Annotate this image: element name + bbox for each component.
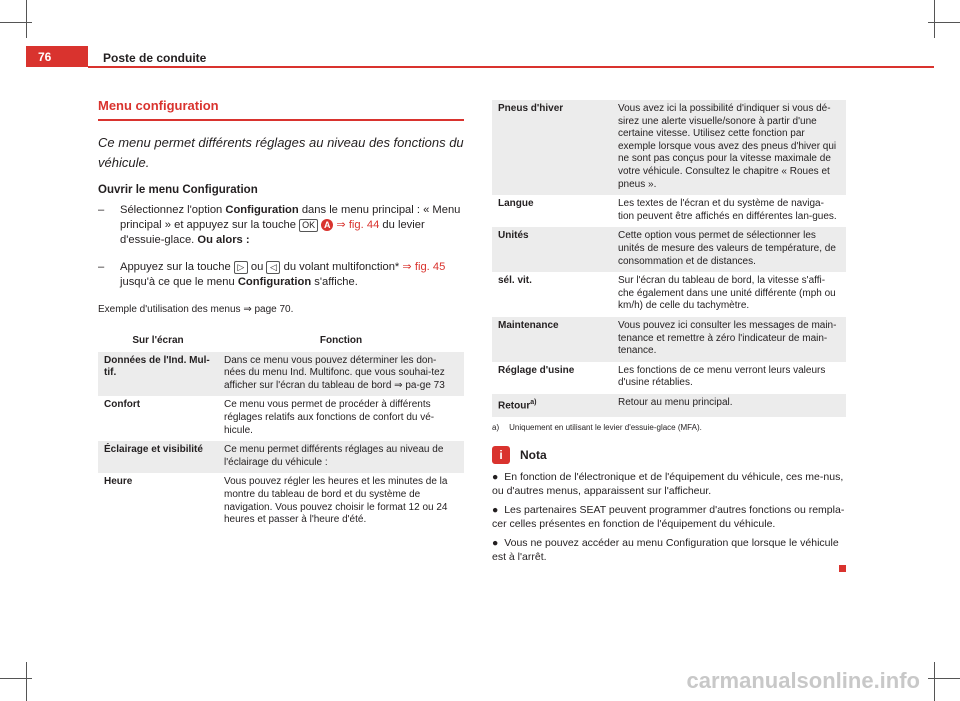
row-label-text: Retour — [498, 400, 531, 412]
page-number-tab — [26, 46, 88, 67]
row-text: Les textes de l'écran et du système de naviga-tion peuvent être affichés en différentes lan-gues. — [618, 198, 837, 222]
subsection-title: Ouvrir le menu Configuration — [98, 184, 258, 196]
row-label: Données de l'Ind. Mul-tif. — [98, 352, 218, 397]
section-rule — [98, 119, 464, 121]
table-row — [492, 100, 846, 195]
table-row — [492, 272, 846, 317]
ok-key-icon: OK — [299, 219, 318, 232]
page-number: 76 — [38, 50, 52, 64]
step-text: du volant multifonction* — [280, 261, 403, 273]
note-bullet — [492, 536, 846, 564]
section-end-icon — [839, 565, 846, 572]
row-label: Maintenance — [492, 317, 612, 362]
footnote-ref[interactable]: a) — [530, 398, 537, 406]
step-1 — [98, 203, 464, 248]
settings-table-left — [98, 331, 464, 531]
step-text: jusqu'à ce que le menu — [120, 276, 238, 288]
bullet-text: Vous ne pouvez accéder au menu Configuration que lorsque le véhicule est à l'arrêt. — [492, 536, 839, 563]
column-header: Sur l'écran — [132, 335, 184, 346]
right-arrow-key-icon: ▷ — [234, 261, 248, 274]
note-bullet — [492, 503, 846, 531]
row-text: Vous avez ici la possibilité d'indiquer si vous dé-sirez une alerte visuelle/sonore à partir d'une certaine vitesse. Utilisez cette fonction par exemple lorsque vous avez des pneus d'hiver qui ne sont pas conçus pour la vitesse maximale de votre véhicule. Consultez le chapitre « Roues et pneus ». — [612, 100, 846, 195]
step-text: Appuyez sur la touche — [120, 261, 234, 273]
crop-mark — [934, 662, 935, 701]
section-intro: Ce menu permet différents réglages au niveau des fonctions du véhicule. — [98, 135, 464, 170]
footnote-text: Uniquement en utilisant le levier d'essuie-glace (MFA). — [509, 422, 702, 432]
step-2 — [98, 260, 464, 290]
row-text: Ce menu permet différents réglages au niveau de l'éclairage du véhicule : — [218, 441, 464, 473]
row-label: Langue — [498, 198, 534, 210]
crop-mark — [0, 22, 32, 23]
table-row — [98, 441, 464, 473]
column-header: Fonction — [319, 335, 363, 346]
footnote — [492, 423, 846, 432]
table-row — [98, 352, 464, 397]
crop-mark — [26, 662, 27, 701]
header-rule — [88, 66, 934, 68]
settings-table-right — [492, 100, 846, 417]
step-text: dans le menu principal : « Menu principal » et appuyez sur la touche — [120, 204, 461, 231]
figure-link[interactable]: ⇒ fig. 45 — [402, 261, 446, 273]
row-text: Les fonctions de ce menu verront leurs valeurs d'usine rétablies. — [618, 364, 826, 389]
row-text: Dans ce menu vous pouvez déterminer les don-nées du menu Ind. Multifonc. que vous souhai-tez afficher sur l'écran du tableau de bord ⇒ pa-ge 73 — [218, 352, 464, 397]
example-reference: Exemple d'utilisation des menus ⇒ page 70. — [98, 304, 294, 315]
step-text: ou — [247, 261, 267, 273]
row-label: Confort — [104, 399, 141, 411]
info-icon: i — [492, 446, 510, 464]
crop-mark — [934, 0, 935, 38]
chapter-title: Poste de conduite — [103, 51, 207, 65]
note-header — [492, 446, 846, 464]
row-label: Réglage d'usine — [498, 364, 575, 376]
table-row — [492, 317, 846, 362]
table-row — [98, 473, 464, 530]
table-row — [98, 396, 464, 441]
row-label: Éclairage et visibilité — [98, 441, 218, 473]
row-text: Cette option vous permet de sélectionner les unités de mesure des valeurs de température, de consommation et de distances. — [612, 227, 846, 272]
bullet-text: En fonction de l'électronique et de l'équipement du véhicule, ces me-nus, ou d'autres menus, apparaissent sur l'afficheur. — [492, 470, 844, 497]
step-dash: – — [98, 204, 105, 216]
crop-mark — [928, 22, 960, 23]
bullet-icon: ● — [492, 536, 499, 549]
step-dash: – — [98, 261, 105, 273]
watermark: carmanualsonline.info — [686, 668, 920, 693]
bullet-icon: ● — [492, 503, 499, 516]
step-text: du levier d'essuie-glace. — [120, 219, 425, 246]
table-row — [492, 195, 846, 227]
step-emph: Configuration — [225, 204, 299, 216]
row-label: Heure — [104, 476, 133, 488]
row-label: Pneus d'hiver — [492, 100, 612, 195]
crop-mark — [26, 0, 27, 38]
step-text: s'affiche. — [311, 276, 358, 288]
section-title: Menu configuration — [98, 98, 219, 113]
bullet-icon: ● — [492, 470, 499, 483]
step-text: Sélectionnez l'option — [120, 204, 226, 216]
table-row — [492, 227, 846, 272]
table-row — [492, 394, 846, 417]
row-text: Vous pouvez régler les heures et les minutes de la montre du tableau de bord et du système de navigation. Vous pouvez choisir le format 12 ou 24 heures et passer à l'heure d'été. — [224, 476, 448, 526]
row-text: Retour au menu principal. — [612, 394, 846, 417]
step-emph: Configuration — [237, 276, 312, 288]
figure-link[interactable]: ⇒ fig. 44 — [333, 219, 380, 231]
row-label: Unités — [492, 227, 612, 272]
bullet-text: Les partenaires SEAT peuvent programmer d'autres fonctions ou rempla-cer celles présentes en fonction de l'équipement du véhicule. — [492, 503, 845, 530]
note-title: Nota — [520, 447, 547, 462]
row-text: Sur l'écran du tableau de bord, la vitesse s'affi-che également dans une unité différente (mph ou km/h) de celle du tachymètre. — [618, 275, 836, 312]
note-bullet — [492, 470, 846, 498]
row-text: Ce menu vous permet de procéder à différents réglages relatifs aux fonctions de confort du vé-hicule. — [224, 399, 435, 436]
table-row — [492, 362, 846, 394]
left-column — [98, 98, 464, 531]
left-arrow-key-icon: ◁ — [266, 261, 280, 274]
row-text: Vous pouvez ici consulter les messages de main-tenance et remettre à zéro l'indicateur de main-tenance. — [612, 317, 846, 362]
a-key-icon: A — [321, 219, 333, 231]
right-column — [492, 100, 846, 569]
row-label: sél. vit. — [498, 275, 532, 287]
crop-mark — [928, 678, 960, 679]
row-label — [492, 394, 612, 417]
crop-mark — [0, 678, 32, 679]
table-header-row — [98, 331, 464, 352]
note-box — [492, 446, 846, 564]
step-emph: Ou alors : — [197, 234, 250, 246]
footnote-mark: a) — [492, 422, 500, 432]
